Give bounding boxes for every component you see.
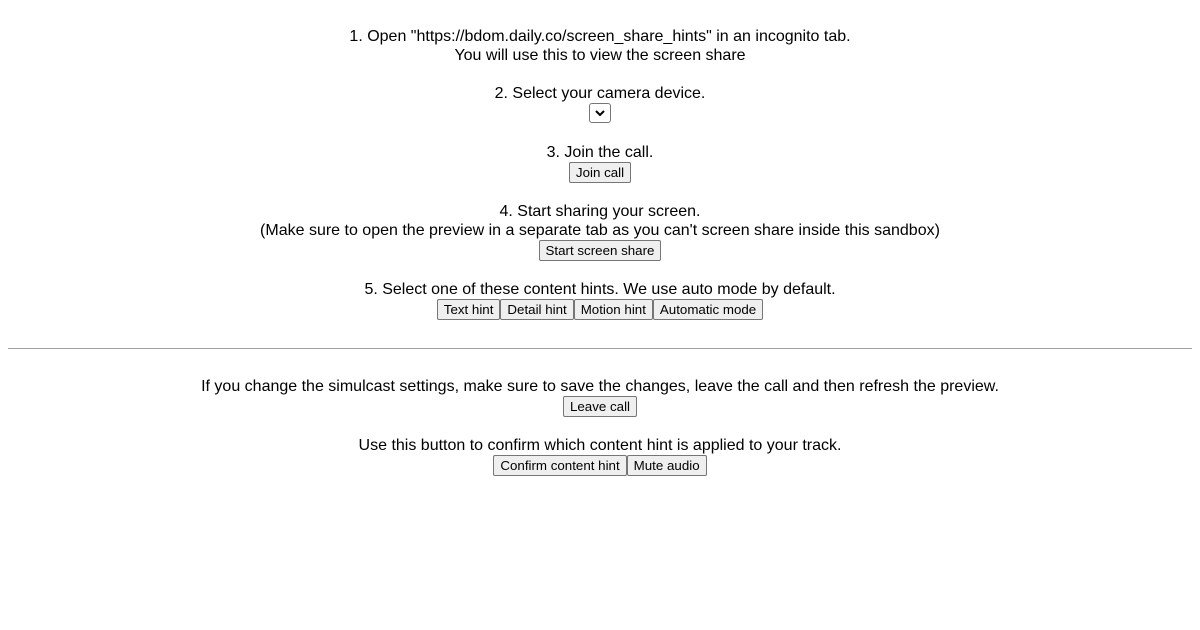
confirm-section (8, 436, 1192, 476)
step-4-text: 4. Start sharing your screen. (499, 203, 701, 220)
divider (8, 348, 1192, 349)
detail-hint-button[interactable]: Detail hint (500, 299, 573, 320)
motion-hint-button[interactable]: Motion hint (574, 299, 653, 320)
step-3 (8, 143, 1192, 183)
mute-audio-button[interactable]: Mute audio (627, 455, 707, 476)
step-1-text: 1. Open "https://bdom.daily.co/screen_share_hints" in an incognito tab. (349, 28, 851, 45)
start-screen-share-button[interactable]: Start screen share (539, 240, 662, 261)
step-1-subtext: You will use this to view the screen share (454, 47, 746, 64)
confirm-content-hint-button[interactable]: Confirm content hint (493, 455, 626, 476)
step-3-text: 3. Join the call. (546, 144, 654, 161)
step-1 (8, 27, 1192, 65)
step-4-note: (Make sure to open the preview in a separate tab as you can't screen share inside this sandbox) (260, 222, 940, 239)
step-2 (8, 84, 1192, 124)
simulcast-text: If you change the simulcast settings, make sure to save the changes, leave the call and then refresh the preview. (201, 378, 999, 395)
chevron-down-icon (595, 109, 605, 117)
text-hint-button[interactable]: Text hint (437, 299, 501, 320)
join-call-button[interactable]: Join call (569, 162, 631, 183)
leave-call-button[interactable]: Leave call (563, 396, 637, 417)
simulcast-section (8, 377, 1192, 417)
step-4 (8, 202, 1192, 261)
camera-device-select[interactable] (589, 103, 611, 123)
step-2-text: 2. Select your camera device. (494, 85, 706, 102)
automatic-mode-button[interactable]: Automatic mode (653, 299, 763, 320)
step-5-text: 5. Select one of these content hints. We use auto mode by default. (364, 281, 836, 298)
step-5 (8, 280, 1192, 320)
confirm-text: Use this button to confirm which content hint is applied to your track. (358, 437, 842, 454)
